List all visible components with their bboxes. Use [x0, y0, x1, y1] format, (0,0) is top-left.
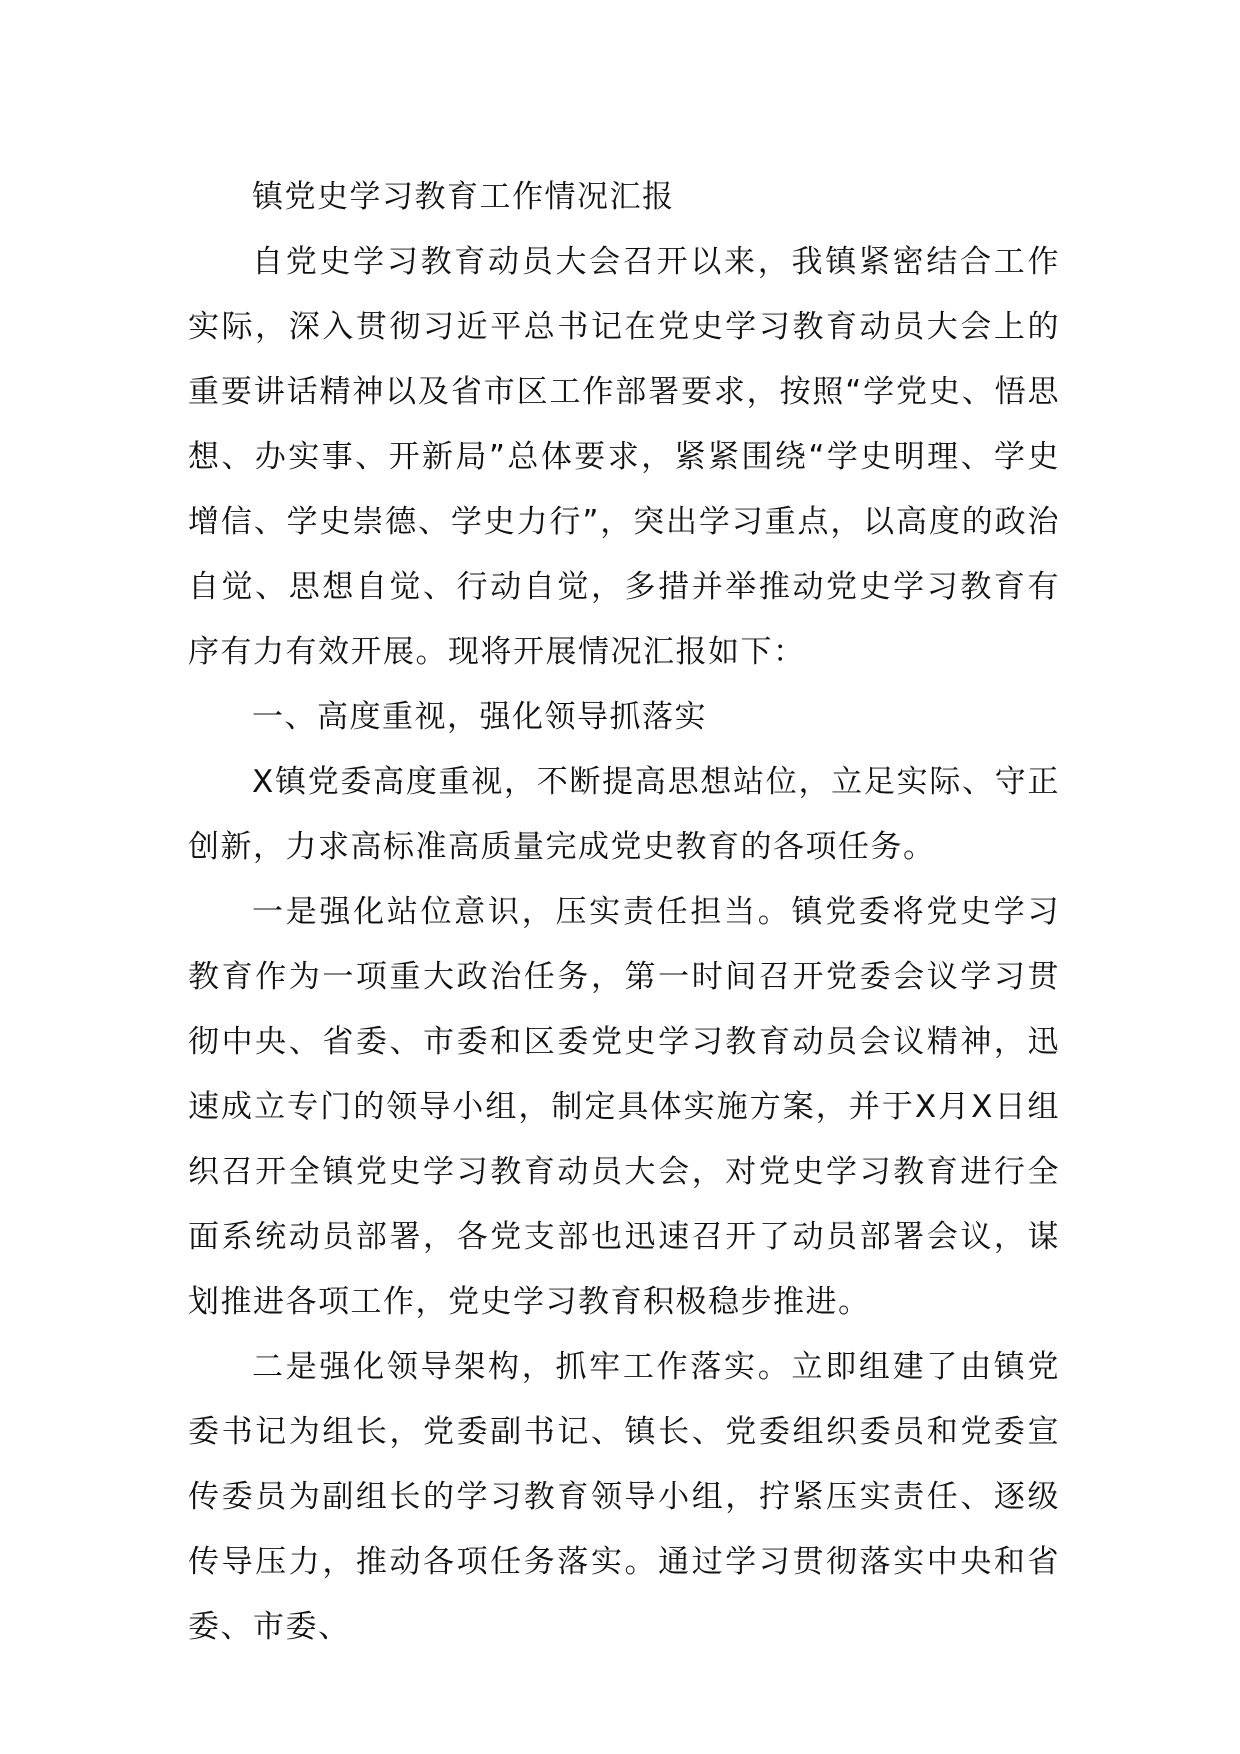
body-paragraph: 一是强化站位意识，压实责任担当。镇党委将党史学习教育作为一项重大政治任务，第一时间召开党委会议学习贯彻中央、省委、市委和区委党史学习教育动员会议精神，迅速成立专门的领导小组，制定具体实施方案，并于X月X日组织召开全镇党史学习教育动员大会，对党史学习教育进行全面系统动员部署，各党支部也迅速召开了动员部署会议，谋划推进各项工作，党史学习教育积极稳步推进。	[188, 894, 1060, 1320]
section-heading: 一、高度重视，强化领导抓落实	[252, 699, 707, 735]
document-title: 镇党史学习教育工作情况汇报	[252, 179, 675, 215]
section-paragraph: X镇党委高度重视，不断提高思想站位，立足实际、守正创新，力求高标准高质量完成党史教育的各项任务。	[188, 764, 1060, 865]
document-body	[188, 165, 1060, 1660]
body-paragraph: 二是强化领导架构，抓牢工作落实。立即组建了由镇党委书记为组长，党委副书记、镇长、党委组织委员和党委宣传委员为副组长的学习教育领导小组，拧紧压实责任、逐级传导压力，推动各项任务落实。通过学习贯彻落实中央和省委、市委、	[188, 1349, 1060, 1645]
intro-paragraph: 自党史学习教育动员大会召开以来，我镇紧密结合工作实际，深入贯彻习近平总书记在党史学习教育动员大会上的重要讲话精神以及省市区工作部署要求，按照“学党史、悟思想、办实事、开新局”总体要求，紧紧围绕“学史明理、学史增信、学史崇德、学史力行”，突出学习重点，以高度的政治自觉、思想自觉、行动自觉，多措并举推动党史学习教育有序有力有效开展。现将开展情况汇报如下：	[188, 244, 1060, 670]
